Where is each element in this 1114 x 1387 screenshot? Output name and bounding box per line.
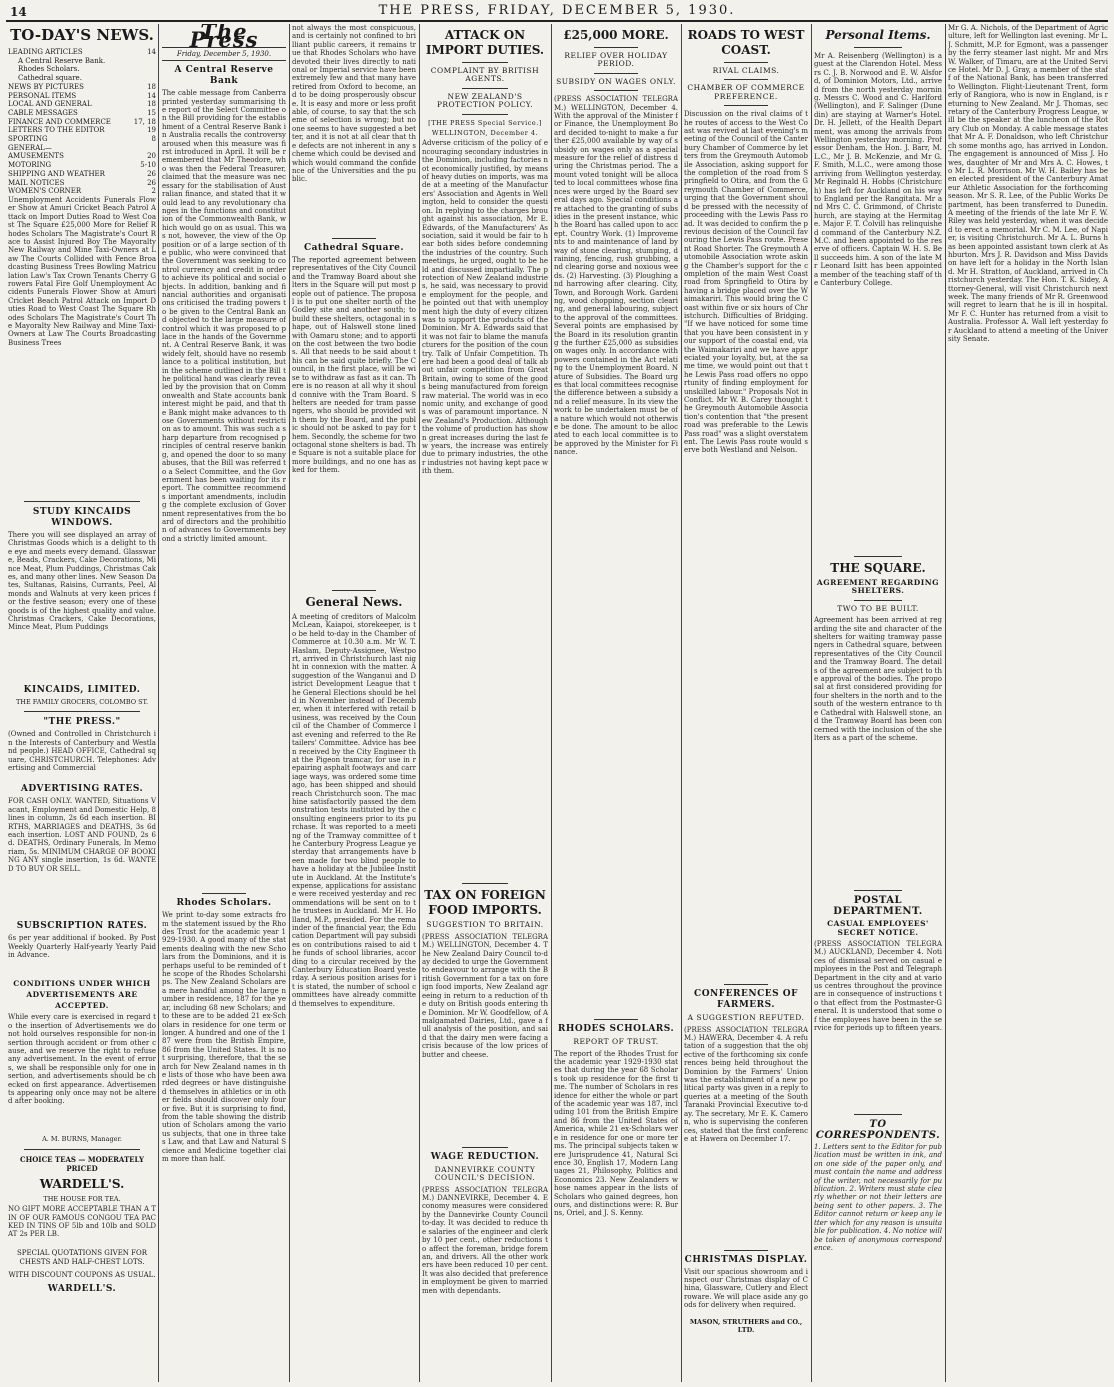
rhodes-leader-title: Rhodes Scholars. [176, 898, 272, 909]
masthead-rule [6, 20, 1108, 22]
index-item-label: GENERAL— [8, 143, 52, 152]
column-leader: The Press Friday, December 5, 1930. A Central Reserve Bank The cable message from Canberra printed yesterday summarising the report of the Select Committee on the Bill providing for the establishment of a Central Reserve Bank in Australia recalls the controversy aroused when this measure was first introduced in April. It will be remembered that Mr Theodore, who was then the Federal Treasurer, claimed that the measure was necessary for the stabilisation of Australian finance, and stated that it would lead to any revolutionary changes in the functions and constitution of the Commonwealth Bank, which would go on as usual. This was not, however, the view of the Opposition or of a large section of the public, who were convinced that the Government was seeking to control currency and credit in order to achieve its political and social objects. In addition, banking and financial authorities and organisations criticised the trading powers to be given to the Central Bank and objected to the large measure of control which it was proposed to place in the hands of the Government. A Central Reserve Bank, it was widely felt, should have no resemblance to a political institution, but in the scheme outlined in the Bill the political hand was clearly revealed by the provision that on Commonwealth and State accounts bank interest might be paid, and that the Bank might make advances to those Governments without restriction as to amount. This was such a sharp departure from recognised principles of central reserve banking, and opened the door to so many abuses, that the Bill was referred to a Select Committee, and the Government has been waiting for its report. The committee recommends important amendments, including the complete exclusion of Government representatives from the board of directors and the prohibition of advances to Governments beyond a strictly limited amount. Rhodes Scholars. We print to-day some extracts from the statement issued by the Rhodes Trust for the academic year 1929-1930. A good many of the statements dealing with the new Scholars from the Dominions, and it is perhaps useful to be reminded of the scope of the Rhodes Scholarships. The New Zealand Scholars are a mere handful among the large number in residence, 187 for the year, including 68 new Scholars; and to these are to be added 21 ex-Scholars in residence for one term or longer. A hundred and one of the 187 were from the British Empire, 86 from the United States. It is not surprising, therefore, that the search for New Zealand names in the lists of those who have been awarded degrees or have distinguished themselves in athletics or in other fields should discover only four or five. But it is surprising to find, from the table showing the distribution of Scholars among the various subjects, that one in three takes Law, and that Law and Natural Science and Medicine together claim more than half. [162, 24, 286, 1163]
special-quotations: SPECIAL QUOTATIONS GIVEN FOR CHESTS AND HALF-CHEST LOTS. [16, 1249, 148, 1267]
index-item-label: WOMEN'S CORNER [8, 187, 82, 196]
kincaids-title: KINCAIDS, LIMITED. [23, 684, 141, 695]
column-divider [811, 24, 812, 1382]
index-item-label: LOCAL AND GENERAL [8, 100, 92, 109]
square-title: THE SQUARE. [830, 561, 926, 575]
import-duties-credit: [THE PRESS Special Service.] [428, 118, 542, 127]
index-item-page: 14 [147, 48, 156, 56]
correspondents-title: TO CORRESPONDENTS. [815, 1119, 941, 1142]
index-item-page: 14 [147, 91, 156, 100]
conferences-title: CONFERENCES OF FARMERS. [694, 989, 798, 1011]
index-item [8, 74, 156, 83]
index-item [8, 109, 156, 118]
index-item-label: LEADING ARTICLES [8, 48, 83, 56]
column-personal-cont: Mr G. A. Nichols, of the Department of Agriculture, left for Wellington last evening. Mr L. J. Schmitt, M.P. for Egmont, was a passenger by the ferry steamer last night. Mr and Mrs W. Walker, of Timaru, are at the United Service Hotel. Mr D. J. Gray, a member of the staff of the National Bank, has been transferred to Wellington. Flight-Lieutenant Trent, formerly of Rangiora, who is now in England, is returning to New Zealand. Mr J. Thomas, secretary of the Canterbury Progress League, will be the speaker at the luncheon of the Rotary Club on Monday. A cable message states that Mr A. F. Donaldson, who left Christchurch some months ago, has arrived in London. The engagement is announced of Miss J. Howes, daughter of Mr and Mrs A. C. Howes, to Mr L. R. Morrison. Mr W. H. Bailey has been elected president of the Canterbury Amateur Athletic Association for the forthcoming season. Mr S. R. Lee, of the Public Works Department, has been transferred to Dunedin. A meeting of the friends of the late Mr F. W. Riley was held yesterday, when it was decided to erect a memorial. Mr C. M. Lee, of Napier, is visiting Christchurch. Mr A. L. Burns has been appointed assistant town clerk at Ashburton. Mrs J. R. Davidson and Miss Davidson have left for a holiday in the North Island. Mr H. Stratton, of Auckland, arrived in Christchurch yesterday. The Hon. T. K. Sidey, Attorney-General, will visit Christchurch next week. The many friends of Mr R. Greenwood will regret to learn that he is ill in hospital. Mr F. C. Hunter has returned from a visit to Australia. Professor A. Wall left yesterday for Auckland to attend a meeting of the University Senate. [948, 24, 1108, 344]
news-index [8, 48, 156, 196]
wardells-title: WARDELL'S. [39, 1176, 125, 1191]
the-press-title: "THE PRESS." [43, 717, 121, 728]
index-item-label: MOTORING [8, 161, 52, 170]
manager-signature: A. M. BURNS, Manager. [42, 1135, 122, 1144]
index-item-label: PERSONAL ITEMS [8, 91, 77, 100]
cathedral-title: Cathedral Square. [303, 243, 405, 253]
index-item [8, 92, 156, 101]
index-item-page: 18 [147, 82, 156, 91]
general-news-title: General News. [305, 595, 403, 609]
conditions-title: CONDITIONS UNDER WHICH ADVERTISEMENTS ARE ACCEPTED. [13, 979, 151, 1011]
advertising-rates-title: ADVERTISING RATES. [20, 784, 144, 795]
column-general: not always the most conspicuous, and is certainly not confined to brilliant public careers, it remains true that Rhodes Scholars who have devoted their lives directly to national or Imperial service have been extremely few and that many have retired from Oxford to become, and to be doing prosperously obscure. It is easy and more or less profitable, of course, to say that the scheme of selection is wrong; but no one seems to have suggested a better, and it is not at all clear that the defects are not inherent in any scheme which could be devised and which would command the confidence of the Universities and the public. Cathedral Square. The reported agreement between representatives of the City Council and the Tramway Board about shelters in the Square will put most people out of patience. The proposal is to put one shelter north of the Godley site and another south; to build these shelters, octagonal in shape, out of Halswell stone lined with Oamaru stone; and to apportion the cost between the two bodies. All that needs to be said about this can be said quite briefly. The Council, in the first place, will be wise to withdraw as fast as it can. There is no reason at all why it should connive with the Tram Board. Shelters are needed for tram passengers, who should be provided with them by the Board, and the public should not be asked to pay for them. Secondly, the scheme for two octagonal stone shelters is bad. The Square is not a suitable place for more buildings, and no one has asked for them. General News. A meeting of creditors of Malcolm McLean, Kaiapoi, storekeeper, is to be held to-day in the Chamber of Commerce at 10.30 a.m. Mr W. T. Haslam, Deputy-Assignee, Westport, arrived in Christchurch last night in connexion with the matter. A suggestion of the Wanganui and District Development League that the General Elections should be held in November instead of December, when it interfered with retail business, was received by the Council of the Chamber of Commerce last evening and referred to the Retailers' Committee. Advice has been received by the City Engineer that the Pigeon tramcar, for use in repairing asphalt footways and carriage ways, was ordered some time ago, has been shipped and should reach Christchurch soon. The machine satisfactorily passed the demonstration tests instituted by the consulting engineers prior to its purchase. It was reported to a meeting of the Tramway committee of the Canterbury Progress League yesterday that arrangements have been made for two blind people to have a holiday at the Jubilee Institute in Auckland. At the Institute's expense, applications for assistance were received yesterday and recommendations will be sent on to the trustees in Auckland. Mr H. Holland, M.P., presided. For the remainder of the financial year, the Education Department will pay subsidies on contributions raised to aid the funds of school libraries, according to a circular received by the Canterbury Education Board yesterday. A serious position arises for it is stated, the number of school committees have already committed themselves to expenditure. [292, 24, 416, 1008]
personal-items-title: Personal Items. [825, 28, 931, 42]
index-item-label: AMUSEMENTS [8, 152, 64, 161]
rhodes-report-sub: REPORT OF TRUST. [573, 1037, 659, 1047]
column-divider [945, 24, 946, 1382]
postal-sub: CASUAL EMPLOYEES' SECRET NOTICE. [827, 919, 929, 937]
tax-foreign-food-sub: SUGGESTION TO BRITAIN. [426, 920, 544, 930]
christmas-display-title: CHRISTMAS DISPLAY. [684, 1254, 808, 1265]
index-item-label: SHIPPING AND WEATHER [8, 169, 105, 178]
column-divider [681, 24, 682, 1382]
column-roads: ROADS TO WEST COAST. RIVAL CLAIMS. CHAMBER OF COMMERCE PREFERENCE. Discussion on the rival claims of the routes of access to the West Coast was revived at last evening's meeting of the Council of the Canterbury Chamber of Commerce by letters from the Greymouth Automobile Association, asking support for the completion of the road from Springfield to Otira, and from the Greymouth Chamber of Commerce, urging that the Government should be pressed with the necessity of proceeding with the Lewis Pass road. It was decided to confirm the previous decision of the Council favouring the Lewis Pass route. Present Road Shorter. The Greymouth Automobile Association wrote asking the Chamber's support for the completion of the main West Coast road from Springfield to Otira by having a bridge placed over the Waimakariri. This would bring the Coast within five or six hours of Christchurch. Difficulties of Bridging. "If we have noticed for some time that you have been consistent in your support of the coastal end, via the Waimakariri and we have appreciated your loyalty, but, at the same time, we would point out that the Lewis Pass road offers no opportunity of finding employment for unskilled labour." Proposals Not in Conflict. Mr W. B. Carey thought the Greymouth Automobile Association's contention that "the present road was preferable to the Lewis Pass road" was a slight overstatement. The Lewis Pass route would serve both Westland and Nelson. CONFERENCES OF FARMERS. A SUGGESTION REFUTED. (PRESS ASSOCIATION TELEGRAM.) HAWERA, December 4. A refutation of a suggestion that the objective of the forthcoming six conferences being held throughout the Dominion by the Farmers' Union was the establishment of a new political party was given in a reply to queries at a meeting of the South Taranaki Provincial Executive to-day. The secretary, Mr E. K. Cameron, who is supervising the conferences, stated that the first conference at Hawera on December 17. CHRISTMAS DISPLAY. Visit our spacious showroom and inspect our Christmas display of China, Glassware, Cutlery and Electroware. We will place aside any goods for delivery when required. MASON, STRUTHERS and CO., LTD. [684, 28, 808, 1335]
index-item [8, 126, 156, 135]
import-duties-sub2: NEW ZEALAND'S PROTECTION POLICY. [436, 91, 534, 110]
page-number: 14 [10, 5, 27, 19]
column-personal: Personal Items. Mr A. Reisenberg (Wellington) is a guest at the Clarendon Hotel. Messrs C. J. B. Norwood and E. W. Alsford, of Dominion Motors, Ltd., arrived from the north yesterday morning. Messrs C. Wood and C. Harlford (Wellington), and F. Salinger (Dunedin) are staying at Warner's Hotel. Dr. H. Jellett, of the Health Department, was among the arrivals from Wellington yesterday morning. Professor Denham, the Hon. J. Barr, M.L.C., Mr J. B. McKenzie, and Mr G. F. Smith, M.L.C., were among those arriving from Wellington yesterday. Mr Reginald H. Hobbs (Christchurch) has left for Auckland on his way to England per the Rangitata. Mr and Mrs C. C. Grimmond, of Christchurch, are staying at the Hermitage. Major F. T. Colvill has relinquished command of the Canterbury N.Z.M.C. and been appointed to the reserve of officers. Captain W. H. S. Bell succeeds him. A son of the late Mr Leonard Isitt has been appointed a member of the teaching staff of the Canterbury College. THE SQUARE. AGREEMENT REGARDING SHELTERS. TWO TO BE BUILT. Agreement has been arrived at regarding the site and character of the shelters for waiting tramway passengers in Cathedral square, between representatives of the City Council and the Tramway Board. The details of the agreement are subject to the approval of the bodies. The proposal at first considered providing for four shelters in the north and to the south of the western entrance to the Cathedral with Halswell stone, and the Tramway Board has been concerned with the inclusion of the shelters as a part of the scheme. POSTAL DEPARTMENT. CASUAL EMPLOYEES' SECRET NOTICE. (PRESS ASSOCIATION TELEGRAM.) AUCKLAND, December 4. Notices of dismissal served on casual employees in the Post and Telegraph Department in the city and at various centres throughout the province are in consequence of instructions to that effect from the Postmaster-General. It is understood that some of the employees have been in the service for periods up to fifteen years. TO CORRESPONDENTS. 1. Letters sent to the Editor for publication must be written in ink, and on one side of the paper only, and must contain the name and address of the writer, not necessarily for publication. 2. Writers must state clearly whether or not their letters are being sent to other papers. 3. The Editor cannot return or keep any letter which for any reason is unsuitable for publication. 4. No notice will be taken of anonymous correspondence. [814, 28, 942, 1252]
index-item [8, 100, 156, 109]
column-divider [551, 24, 552, 1382]
import-duties-title: ATTACK ON IMPORT DUTIES. [425, 28, 545, 57]
column-index: TO-DAY'S NEWS. LEADING ARTICLES 14 A Central Reserve Bank. Rhodes Scholars. Cathedral square. NEWS BY PICTURES 18 PERSONAL ITEMS 14 LOCAL AND GENERAL 18 CABLE MESSAGES 15 FINANCE AND COMMERCE 17, 18 LETTERS TO THE EDITOR 19 SPORTING 8 GENERAL— AMUSEMENTS 20 MOTORING 5-10 SHIPPING AND WEATHER 26 MAIL NOTICES 26 WOMEN'S CORNER 2 Unemployment Accidents Funerals Flower Show at Amuri Cricket Beach Patrol Attack on Import Duties Road to West Coast The Square £25,000 More for Relief Rhodes Scholars The Magistrate's Court Race to Assist Injured Boy The Mayoralty New Railway and Mine Taxi-Owners at Law The Courts Collided with Fence Broadcasting Business Trees Bowling Matriculation Law's Tax Crown Tenants Cherry Growers Fatal Fire Golf Unemployment Accidents Funerals Flower Show at Amuri Cricket Beach Patrol Attack on Import Duties Road to West Coast The Square Rhodes Scholars The Magistrate's Court The Mayoralty New Railway and Mine Taxi-Owners at Law The Courts Broadcasting Business Trees STUDY KINCAIDS WINDOWS. There you will see displayed an array of Christmas Goods which is a delight to the eye and meets every demand. Glassware, Beads, Crackers, Cake Decorations, Mince Meat, Plum Puddings, Christmas Cakes, and many other lines. New Season Dates, Sultanas, Raisins, Currants, Peel, Almonds and Walnuts at very keen prices for the festive season; every one of these goods is of the highest quality and value. Christmas Crackers, Cake Decorations, Mince Meat, Plum Puddings KINCAIDS, LIMITED. THE FAMILY GROCERS, COLOMBO ST. "THE PRESS." (Owned and Controlled in Christchurch in the Interests of Canterbury and Westland people.) HEAD OFFICE, Cathedral square, CHRISTCHURCH. Telephones: Advertising and Commercial ADVERTISING RATES. FOR CASH ONLY. WANTED, Situations Vacant, Employment and Domestic Help, 8 lines in column, 2s 6d each insertion. BIRTHS, MARRIAGES and DEATHS, 3s 6d each insertion. LOST AND FOUND, 2s 6d. DEATHS, Ordinary Funerals, In Memoriam, 5s. MINIMUM CHARGE OF BOOKING ANY single insertion, 1s 6d. WANTED TO BUY OR SELL. SUBSCRIPTION RATES. 6s per year additional if booked. By Post Weekly Quarterly Half-yearly Yearly Paid in Advance. CONDITIONS UNDER WHICH ADVERTISEMENTS ARE ACCEPTED. While every care is exercised in regard to the insertion of Advertisements we do not hold ourselves responsible for non-insertion through accident or from other cause, and we reserve the right to refuse any advertisement. In the event of errors, we shall be responsible only for one insertion, and advertisements should be checked on first appearance. Advertisements appearing only once may not be altered after booking. A. M. BURNS, Manager. CHOICE TEAS — MODERATELY PRICED WARDELL'S. THE HOUSE FOR TEA. NO GIFT MORE ACCEPTABLE THAN A TIN OF OUR FAMOUS CONGOU TEA PACKED IN TINS OF 5lb and 10lb and SOLD AT 2s PER LB. SPECIAL QUOTATIONS GIVEN FOR CHESTS AND HALF-CHEST LOTS. WITH DISCOUNT COUPONS AS USUAL. WARDELL'S. [8, 26, 156, 1295]
conferences-sub: A SUGGESTION REFUTED. [687, 1013, 805, 1023]
index-item [8, 48, 156, 57]
index-item-label: FINANCE AND COMMERCE [8, 117, 111, 126]
leader-date: Friday, December 5, 1930. [162, 47, 286, 61]
wage-reduction-title: WAGE REDUCTION. [430, 1151, 540, 1162]
relief-sub1: RELIEF OVER HOLIDAY PERIOD. [564, 51, 668, 69]
christmas-display-firm: MASON, STRUTHERS and CO., LTD. [689, 1317, 803, 1335]
column-relief: £25,000 MORE. RELIEF OVER HOLIDAY PERIOD. SUBSIDY ON WAGES ONLY. (PRESS ASSOCIATION TELEGRAM.) WELLINGTON, December 4. With the approval of the Minister for Finance, the Unemployment Board decided to-night to make a further £25,000 available by way of subsidy on wages only as a special measure for the relief of distress during the Christmas period. The amount voted tonight will be allocated to local committees whose finances were urged by the Board several days ago. Special conditions are attached to the granting of subsidies in the present instance, which the Board has called upon to accept. Country Work. (1) Improvements to and maintenance of land by way of stone clearing, stumping, draining, fencing, rush grubbing, and clearing gorse and noxious weeds. (2) Harvesting. (3) Ploughing and harrowing after clearing. City, Town, and Borough Work. Gardening, wood chopping, section clearing, and general labouring, subject to the approval of the committees. Several points are emphasised by the Board in its resolution granting the further £25,000 as subsidies on wages only. In accordance with powers contained in the Act relating to the Unemployment Board. Nature of Subsidies. The Board urges that local committees recognise the difference between a subsidy and a relief measure. In its view the work to be undertaken must be of a nature which would not otherwise be done. The amount to be allocated to each local committee is to be approved by the Minister for Finance. RHODES SCHOLARS. REPORT OF TRUST. The report of the Rhodes Trust for the academic year 1929-1930 states that during the year 68 Scholars took up residence for the first time. The number of Scholars in residence for either the whole or part of the academic year was 187, including 101 from the British Empire and 86 from the United States of America, while 21 ex-Scholars were in residence for one or more terms. The principal subjects taken were Jurisprudence 41, Natural Science 30, English 17, Modern Languages 21, Philosophy, Politics and Economics 23. New Zealanders whose names appear in the lists of Scholars who gained degrees, honours, and distinctions were: R. Burns, Oriel, and J. S. Kenny. [554, 28, 678, 1218]
lead-article-title: A Central Reserve Bank [174, 65, 274, 87]
index-item-page: 15 [147, 108, 156, 117]
index-item-page: 17, 18 [133, 117, 156, 126]
relief-sub2: SUBSIDY ON WAGES ONLY. [556, 76, 676, 86]
index-item-page: 2 [151, 187, 156, 196]
index-item-page: 18 [147, 100, 156, 109]
index-item [8, 135, 156, 144]
index-item [8, 187, 156, 196]
discount-coupons: WITH DISCOUNT COUPONS AS USUAL. [8, 1271, 156, 1280]
wardells-footer: WARDELL'S. [47, 1284, 117, 1295]
wage-reduction-sub: DANNEVIRKE COUNTY COUNCIL'S DECISION. [434, 1164, 536, 1183]
square-sub2: TWO TO BE BUILT. [837, 603, 919, 613]
index-item [8, 57, 156, 66]
postal-title: POSTAL DEPARTMENT. [833, 895, 923, 918]
roads-sub1: RIVAL CLAIMS. [712, 66, 780, 75]
column-divider [289, 24, 290, 1382]
import-duties-sub1: COMPLAINT BY BRITISH AGENTS. [430, 66, 540, 84]
choice-teas: CHOICE TEAS — MODERATELY PRICED [20, 1154, 144, 1173]
column-divider [158, 24, 159, 1382]
index-item-page: 8 [151, 135, 156, 144]
index-item-label: SPORTING [8, 135, 48, 144]
index-item-label: LETTERS TO THE EDITOR [8, 126, 105, 135]
index-item-label: Cathedral square. [18, 74, 82, 83]
index-item-page: 19 [147, 126, 156, 135]
general-items-block: Unemployment Accidents Funerals Flower Show at Amuri Cricket Beach Patrol Attack on Import Duties Road to West Coast The Square £25,000 More for Relief Rhodes Scholars The Magistrate's Court Race to Assist Injured Boy The Mayoralty New Railway and Mine Taxi-Owners at Law The Courts Collided with Fence Broadcasting Business Trees Bowling Matriculation Law's Tax Crown Tenants Cherry Growers Fatal Fire Golf Unemployment Accidents Funerals Flower Show at Amuri Cricket Beach Patrol Attack on Import Duties Road to West Coast The Square Rhodes Scholars The Magistrate's Court The Mayoralty New Railway and Mine Taxi-Owners at Law The Courts Broadcasting Business Trees [8, 195, 156, 347]
index-item-page: 26 [147, 178, 156, 187]
subscription-rates-title: SUBSCRIPTION RATES. [16, 921, 148, 932]
square-sub: AGREEMENT REGARDING SHELTERS. [816, 578, 940, 596]
index-item [8, 161, 156, 170]
index-item [8, 152, 156, 161]
column-divider [419, 24, 420, 1382]
index-item [8, 170, 156, 179]
import-duties-dateline: WELLINGTON, December 4. [431, 129, 539, 138]
todays-news-title: TO-DAY'S NEWS. [10, 26, 154, 44]
index-item [8, 144, 156, 153]
index-item [8, 65, 156, 74]
index-item-page: 26 [147, 169, 156, 178]
relief-title: £25,000 MORE. [563, 28, 669, 42]
index-item [8, 83, 156, 92]
index-item-label: A Central Reserve Bank. [18, 56, 106, 65]
running-head: THE PRESS, FRIDAY, DECEMBER 5, 1930. [378, 3, 736, 18]
index-item-label: NEWS BY PICTURES [8, 82, 84, 91]
index-item-page: 20 [147, 152, 156, 161]
kincaids-ad-title: STUDY KINCAIDS WINDOWS. [32, 506, 132, 528]
roads-sub2: CHAMBER OF COMMERCE PREFERENCE. [687, 83, 805, 101]
rhodes-report-title: RHODES SCHOLARS. [557, 1024, 675, 1035]
index-item [8, 179, 156, 188]
index-item-label: CABLE MESSAGES [8, 108, 78, 117]
index-item-label: MAIL NOTICES [8, 178, 65, 187]
index-item-label: Rhodes Scholars. [18, 65, 80, 74]
wardells-tagline: THE HOUSE FOR TEA. [43, 1194, 121, 1203]
masthead [0, 0, 1114, 22]
roads-title: ROADS TO WEST COAST. [687, 28, 805, 57]
tax-foreign-food-title: TAX ON FOREIGN FOOD IMPORTS. [424, 888, 546, 918]
index-item [8, 118, 156, 127]
index-item-page: 5-10 [140, 161, 156, 170]
column-import-duties: ATTACK ON IMPORT DUTIES. COMPLAINT BY BRITISH AGENTS. NEW ZEALAND'S PROTECTION POLICY. [THE PRESS Special Service.] WELLINGTON, December 4. Adverse criticism of the policy of encouraging secondary industries in the Dominion, including factories not economically justified, by means of heavy duties on imports, was made at a meeting of the Manufacturers' Association and Agents in Wellington, held to consider the question. In replying to the charges brought against his association, Mr E. Edwards, of the Manufacturers' Association, said it would be fair to hear both sides before condemning the industries of the country. Such meetings, he urged, ought to be held and discussed impartially. The protection of New Zealand industries, he said, was necessary to provide employment for the people, and he pointed out that with unemployment high the duty of every citizen was to support the products of the Dominion. Mr A. Edwards said that it was not fair to blame the manufacturers for the position of the country. Talk of Unfair Competition. There had been a good deal of talk about unfair competition from Great Britain, owing to some of the goods being manufactured from foreign raw material. The world was in economic unity, and exchange of goods was of paramount importance. New Zealand's Production. Although the volume of production has shown great increases during the last few years, the increase was entirely due to primary industries, the other industries not having kept pace with them. TAX ON FOREIGN FOOD IMPORTS. SUGGESTION TO BRITAIN. (PRESS ASSOCIATION TELEGRAM.) WELLINGTON, December 4. The New Zealand Dairy Council to-day decided to urge the Government to endeavour to arrange with the British Government for a tax on foreign food imports, New Zealand agreeing in return to a reduction of the duty on British goods entering the Dominion. Mr W. Goodfellow, of Amalgamated Dairies, Ltd., gave a full analysis of the position, and said that the dairy men were facing a crisis because of the low prices of butter and cheese. WAGE REDUCTION. DANNEVIRKE COUNTY COUNCIL'S DECISION. (PRESS ASSOCIATION TELEGRAM.) DANNEVIRKE, December 4. Economy measures were considered by the Dannevirke County Council to-day. It was decided to reduce the salaries of the engineer and clerk by 10 per cent., other reductions to affect the foreman, bridge foreman, and drivers. All the other workers have been reduced 10 per cent. It was also decided that preference in employment be given to married men with dependants. [422, 28, 548, 1295]
nameplate: The Press [189, 24, 259, 53]
